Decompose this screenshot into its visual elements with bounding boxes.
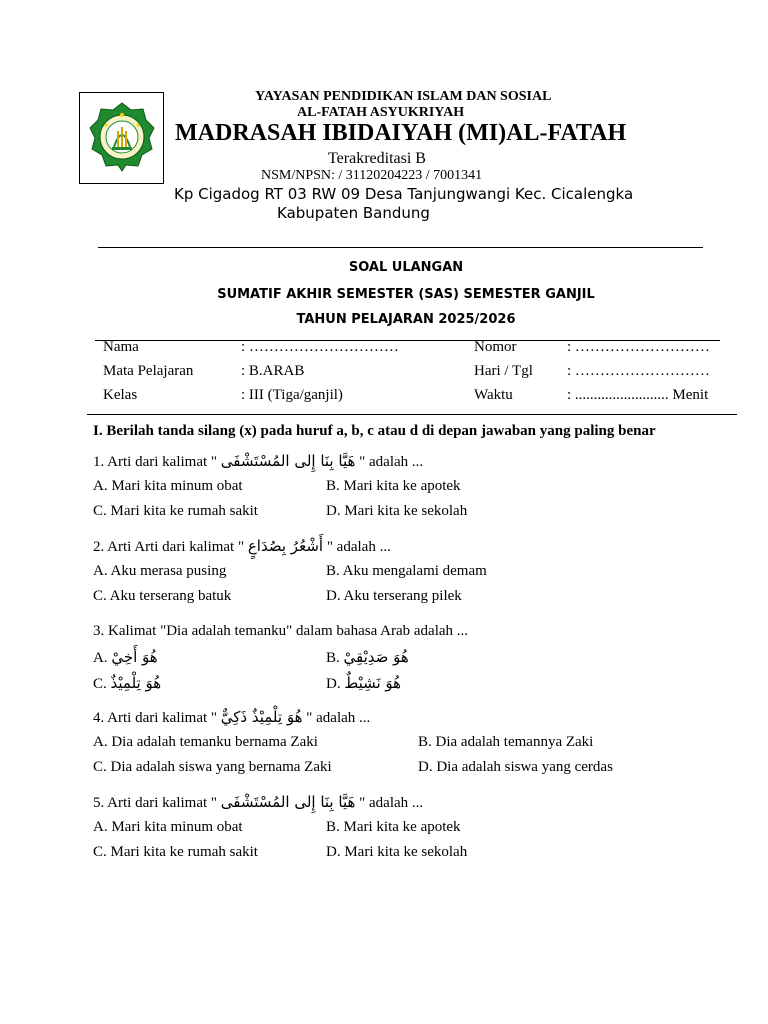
q1-option-b: B. Mari kita ke apotek bbox=[326, 478, 461, 494]
q5-option-b: B. Mari kita ke apotek bbox=[326, 819, 461, 835]
exam-subtitle: SUMATIF AKHIR SEMESTER (SAS) SEMESTER GANJIL bbox=[217, 287, 595, 302]
hari-label: Hari / Tgl bbox=[474, 363, 533, 379]
question-5-prefix: 5. Arti dari kalimat " bbox=[93, 795, 221, 811]
foundation-subname: AL-FATAH ASYUKRIYAH bbox=[297, 105, 465, 120]
q5-option-d: D. Mari kita ke sekolah bbox=[326, 844, 468, 860]
madrasah-logo-icon bbox=[88, 101, 156, 173]
nomor-value: : ……………………… bbox=[567, 339, 710, 355]
q4-option-b: B. Dia adalah temannya Zaki bbox=[418, 734, 594, 750]
question-1-prefix: 1. Arti dari kalimat " bbox=[93, 454, 221, 470]
nomor-label: Nomor bbox=[474, 339, 517, 355]
q2-option-d: D. Aku terserang pilek bbox=[326, 588, 462, 604]
kelas-value: : III (Tiga/ganjil) bbox=[241, 387, 343, 403]
question-1-suffix: " adalah ... bbox=[355, 454, 424, 470]
school-name: MADRASAH IBIDAIYAH (MI)AL-FATAH bbox=[175, 120, 627, 146]
hari-value: : ……………………… bbox=[567, 363, 710, 379]
q1-option-d: D. Mari kita ke sekolah bbox=[326, 503, 468, 519]
academic-year: TAHUN PELAJARAN 2025/2026 bbox=[296, 312, 516, 327]
foundation-name: YAYASAN PENDIDIKAN ISLAM DAN SOSIAL bbox=[255, 89, 552, 104]
question-5-suffix: " adalah ... bbox=[355, 795, 424, 811]
q5-option-a: A. Mari kita minum obat bbox=[93, 819, 243, 835]
question-3: 3. Kalimat "Dia adalah temanku" dalam bahasa Arab adalah ... bbox=[93, 623, 469, 639]
q2-option-c: C. Aku terserang batuk bbox=[93, 588, 232, 604]
question-2-prefix: 2. Arti Arti dari kalimat " bbox=[93, 539, 248, 555]
question-2 bbox=[93, 537, 391, 556]
question-1-arabic: هَيَّا بِنَا إِلى المُسْتَشْفَى bbox=[220, 452, 356, 470]
q2-option-b: B. Aku mengalami demam bbox=[326, 563, 487, 579]
q4-option-c: C. Dia adalah siswa yang bernama Zaki bbox=[93, 759, 332, 775]
question-2-suffix: " adalah ... bbox=[323, 539, 391, 555]
question-4-suffix: " adalah ... bbox=[302, 710, 371, 726]
q3-option-b bbox=[326, 648, 409, 667]
school-ids: NSM/NPSN: / 31120204223 / 7001341 bbox=[261, 168, 483, 183]
q3-option-a bbox=[93, 648, 158, 667]
q4-option-d: D. Dia adalah siswa yang cerdas bbox=[418, 759, 613, 775]
waktu-value: : ......................... Menit bbox=[567, 387, 709, 403]
school-logo-frame bbox=[79, 92, 164, 184]
mapel-label: Mata Pelajaran bbox=[103, 363, 194, 379]
header-divider bbox=[98, 247, 703, 248]
q3-option-a-arabic: هُوَ أَخِيْ bbox=[111, 648, 158, 666]
mapel-value: : B.ARAB bbox=[241, 363, 305, 379]
nama-label: Nama bbox=[103, 339, 139, 355]
q3-option-d-arabic: هُوَ نَشِيْطٌ bbox=[344, 674, 402, 692]
q1-option-c: C. Mari kita ke rumah sakit bbox=[93, 503, 258, 519]
accreditation: Terakreditasi B bbox=[328, 150, 426, 167]
q3-option-b-label: B. bbox=[326, 650, 340, 666]
question-5 bbox=[93, 793, 423, 812]
info-bottom-divider bbox=[87, 414, 737, 415]
q4-option-a: A. Dia adalah temanku bernama Zaki bbox=[93, 734, 318, 750]
exam-title: SOAL ULANGAN bbox=[348, 260, 464, 275]
question-4-arabic: هُوَ تِلْمِيْذٌ ذَكِيٌّ bbox=[220, 708, 303, 726]
q3-option-b-arabic: هُوَ صَدِيْقِيْ bbox=[343, 648, 409, 666]
q3-option-d bbox=[326, 674, 401, 693]
q3-option-d-label: D. bbox=[326, 676, 341, 692]
q3-option-a-label: A. bbox=[93, 650, 108, 666]
waktu-label: Waktu bbox=[474, 387, 513, 403]
question-4-prefix: 4. Arti dari kalimat " bbox=[93, 710, 221, 726]
q3-option-c-label: C. bbox=[93, 676, 107, 692]
q1-option-a: A. Mari kita minum obat bbox=[93, 478, 243, 494]
q5-option-c: C. Mari kita ke rumah sakit bbox=[93, 844, 258, 860]
question-1 bbox=[93, 452, 423, 471]
instruction: I. Berilah tanda silang (x) pada huruf a, b, c atau d di depan jawaban yang paling benar bbox=[93, 423, 656, 439]
kelas-label: Kelas bbox=[103, 387, 138, 403]
nama-value: : ………………………… bbox=[241, 339, 399, 355]
q2-option-a: A. Aku merasa pusing bbox=[93, 563, 227, 579]
address-line-2: Kabupaten Bandung bbox=[277, 204, 430, 222]
question-5-arabic: هَيَّا بِنَا إِلى المُسْتَشْفَى bbox=[220, 793, 356, 811]
question-2-arabic: أَشْعُرُ بِصُدَاعٍ bbox=[247, 537, 324, 555]
q3-option-c-arabic: هُوَ تِلْمِيْذٌ bbox=[110, 674, 162, 692]
question-4 bbox=[93, 708, 370, 727]
q3-option-c bbox=[93, 674, 161, 693]
address-line-1: Kp Cigadog RT 03 RW 09 Desa Tanjungwangi Kec. Cicalengka bbox=[174, 185, 634, 203]
